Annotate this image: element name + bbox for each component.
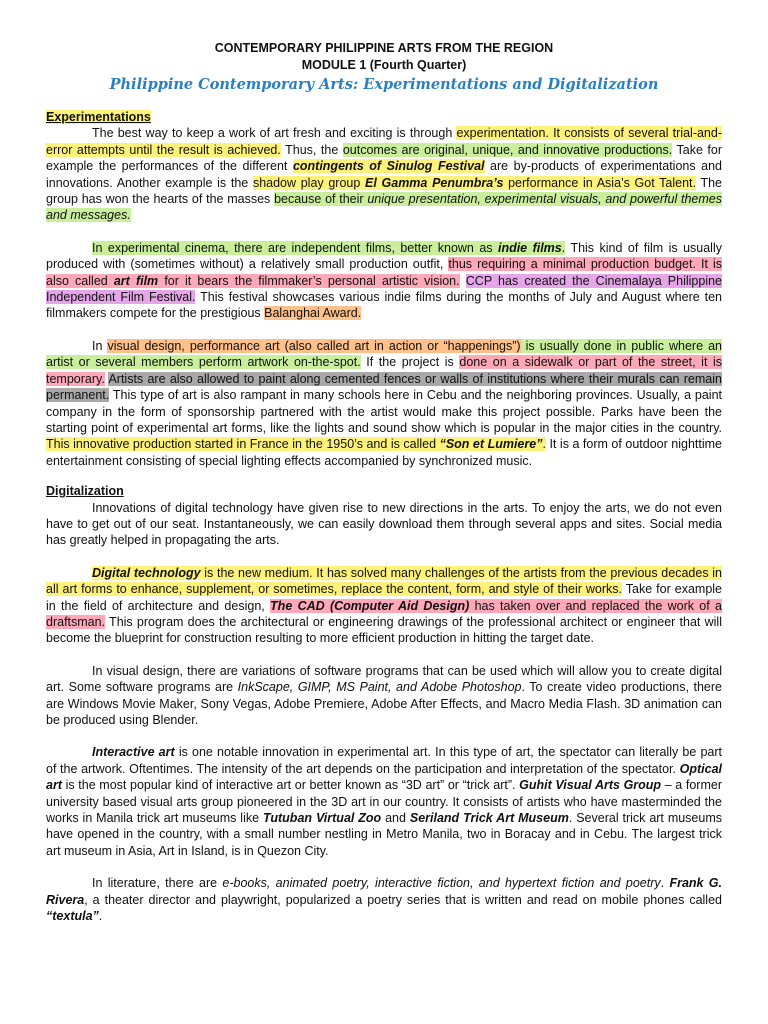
text-run: “Son et Lumiere” [439, 437, 543, 452]
text-run: is the new medium. It has solved many challenges of the artists from the previous decades in all art forms to enhance, supplement, or sometimes, replace the content, form, and style of their works. [46, 565, 722, 597]
module-label: MODULE 1 (Fourth Quarter) [301, 58, 467, 72]
text-run: This kind of film is usually produced with (sometimes without) a relatively small production outfit, [46, 240, 722, 272]
text-run: Interactive art [92, 745, 175, 760]
paragraph-software-programs [46, 663, 722, 729]
text-run: . To create video productions, there are Windows Movie Maker, Sony Vegas, Adobe Premiere, Adobe After Effects, and Macro Media Flash. 3D animation can be produced using Blender. [46, 680, 722, 727]
text-run: The CAD (Computer Aid Design) [270, 598, 470, 613]
highlight-green: is usually done in public where an artist or several members perform artwork on-the-spot. [46, 338, 722, 370]
section-heading-digitalization: Digitalization [46, 484, 124, 499]
highlight-orange: Balanghai Award. [264, 306, 362, 321]
highlight-yellow: experimentation. It consists of several trial-and-error attempts until the result is achieved. [46, 126, 722, 157]
text-run: and [381, 811, 410, 826]
text-run: Tutuban Virtual Zoo [262, 811, 382, 826]
paragraph-experimentation [46, 125, 722, 223]
highlight-green: outcomes are original, unique, and innovative productions. [342, 142, 673, 157]
text-run [460, 274, 466, 288]
section-heading-experimentations [46, 109, 722, 125]
highlight-orange: visual design, performance art (also called art in action or “happenings”) [107, 338, 521, 353]
text-run: are by-products of experimentations and innovations. Another example is the [46, 159, 722, 190]
text-run: This innovative production started in France in the 1950’s and is called [46, 437, 440, 452]
highlight-pink: done on a sidewalk or part of the street, it is temporary. [46, 355, 723, 386]
text-run: “textula” [46, 909, 99, 924]
text-run: Thus, the [280, 142, 343, 157]
text-run: unique presentation, experimental visuals, and powerful themes and messages. [46, 192, 722, 223]
text-run: This type of art is also rampant in many schools here in Cebu and the neighboring provinces. Usually, a paint company in the form of sponsorship partnered with the artist would make this project possible. Parks have been the starting point of experimental art forms, like the lights and sound show which is popular in the major cities in the country. [46, 388, 722, 435]
text-run: In experimental cinema, there are independent films, better known as [92, 240, 498, 255]
text-run: art film [113, 273, 159, 288]
highlight-yellow [253, 176, 696, 190]
paragraph-indie-films [46, 240, 722, 322]
highlight-gray: Artists are also allowed to paint along cemented fences or walls of institutions where their murals can remain permanent. [46, 371, 722, 403]
document-subtitle: Philippine Contemporary Arts: Experimentations and Digitalization [109, 76, 659, 93]
text-run: Take for example in the field of architecture and design, [46, 582, 723, 613]
text-run: It is a form of outdoor nighttime entertainment consisting of special lighting effects accompanied by synchronized music. [46, 437, 723, 468]
text-run: shadow play group [252, 175, 366, 190]
text-run: InkScape, GIMP, MS Paint, and Adobe Photoshop [237, 680, 522, 695]
text-run: In literature, there are [92, 876, 223, 891]
paragraph-digital-technology [46, 565, 722, 647]
text-run: Frank G. Rivera [46, 876, 722, 907]
highlight-yellow: contingents of Sinulog Festival [292, 159, 485, 174]
heading-text: Experimentations [46, 110, 151, 124]
text-run: In visual design, there are variations of software programs that can be used which will allow you to create digital art. Some software programs are [46, 663, 722, 695]
text-run: The group has won the hearts of the masses [46, 175, 722, 207]
text-run: Take for example the performances of the different [46, 142, 723, 174]
highlight-yellow [46, 566, 722, 596]
text-run: is one notable innovation in experimental art. In this type of art, the spectator can literally be part of the artwork. Oftentimes. The intensity of the art depends on the participation and interpretation of the spectator. [46, 745, 722, 776]
text-run: The best way to keep a work of art fresh and exciting is through [92, 126, 457, 141]
text-run: e-books, animated poetry, interactive fiction, and hypertext fiction and poetry [222, 876, 661, 891]
text-run: is the most popular kind of interactive art or better known as “3D art” or “trick art”. [61, 778, 520, 793]
text-run: This festival showcases various indie films during the months of July and August where ten filmmakers compete for the prestigious [46, 290, 722, 321]
text-run: If the project is [360, 355, 460, 370]
paragraph-interactive-art [46, 744, 722, 859]
text-run: thus requiring a minimal production budget. It is also called [46, 257, 722, 288]
paragraph-literature [46, 875, 722, 924]
text-run: . [98, 909, 103, 924]
text-run: – a former university based visual arts group pioneered in the 3D art in our country. It consists of artists who have masterminded the works in Manila trick art museums like [46, 778, 722, 826]
text-run: . [561, 240, 566, 255]
text-run: , a theater director and playwright, popularized a poetry series that is written and read on mobile phones called [84, 892, 722, 907]
paragraph-digital-innovations: Innovations of digital technology have given rise to new directions in the arts. To enjoy the arts, we do not even have to get out of our seat. Instantaneously, we can easily download them through several apps and sites. Social media has greatly helped in propagating the arts. [46, 500, 722, 548]
text-run: because of their [274, 192, 368, 207]
text-run: has taken over and replaced the work of a draftsman. [46, 598, 722, 629]
highlight-yellow [46, 437, 546, 451]
highlight-green [92, 241, 565, 255]
text-run: . [660, 876, 670, 891]
text-run: for it bears the filmmaker’s personal artistic vision. [158, 273, 460, 288]
text-run: Guhit Visual Arts Group [519, 778, 662, 793]
text-run: indie films [497, 240, 562, 255]
highlight-violet: CCP has created the Cinemalaya Philippine Independent Film Festival. [46, 273, 722, 305]
text-run: performance in Asia’s Got Talent. [503, 175, 696, 190]
text-run: Seriland Trick Art Museum [409, 811, 569, 826]
text-run: El Gamma Penumbra’s [365, 175, 504, 190]
module-page [46, 40, 722, 924]
document-title: CONTEMPORARY PHILIPPINE ARTS FROM THE REGION [214, 41, 554, 55]
text-run: . Several trick art museums have opened in the country, with a small number nestling in Metro Manila, two in Boracay and in Cebu. The largest trick art museum in Asia, Art in Island, is in Quezon City. [46, 811, 722, 858]
text-run: Optical art [46, 761, 722, 793]
text-run: Digital technology [92, 565, 201, 580]
text-run: In [92, 338, 108, 353]
text-run: . [542, 437, 546, 452]
paragraph-performance-art [46, 338, 722, 469]
text-run: This program does the architectural or engineering drawings of the professional architect or engineer that will become the blueprint for construction resulting to more efficient production in hitting the target date. [46, 614, 722, 646]
